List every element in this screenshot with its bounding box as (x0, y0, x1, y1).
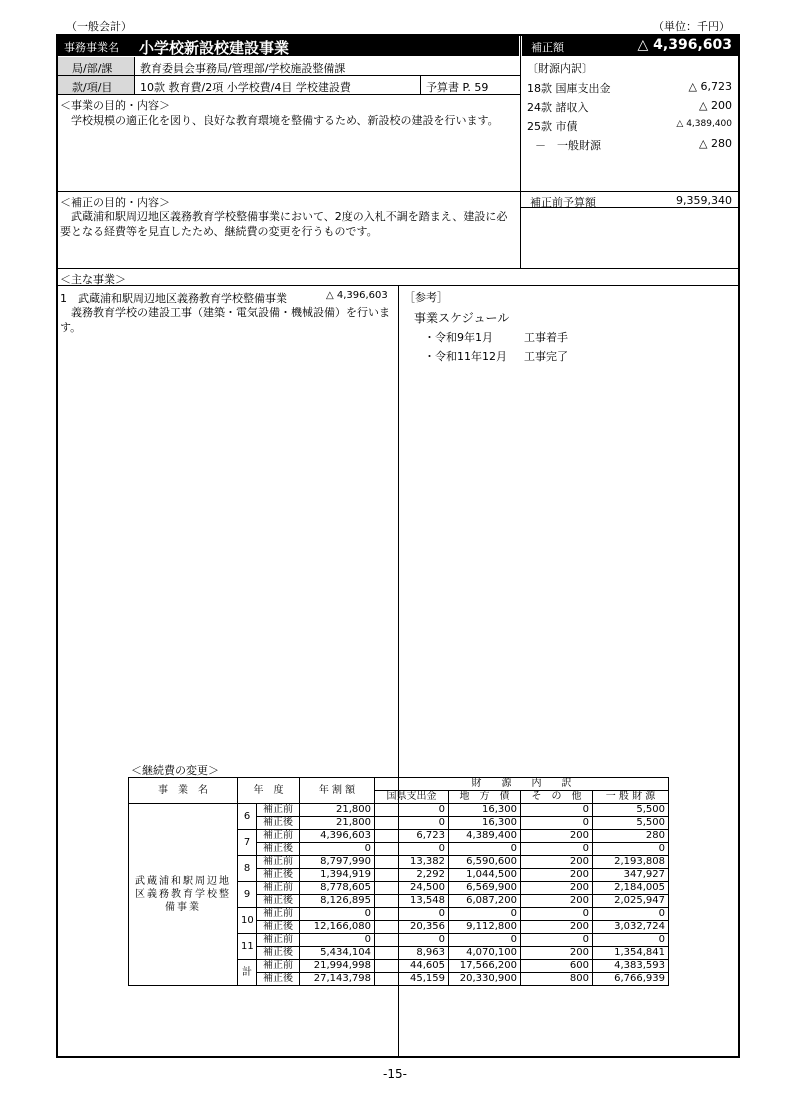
project-name: 小学校新設校建設事業 (139, 39, 290, 57)
other-cell: 200 (521, 895, 593, 908)
bond-cell: 1,044,500 (449, 869, 521, 882)
annual-cell: 21,800 (300, 817, 375, 830)
funding-item-name: 24款 諸収入 (527, 101, 589, 114)
amount-value: △ 4,396,603 (637, 37, 732, 53)
project-label: 事務事業名 (64, 41, 119, 54)
other-cell: 600 (521, 960, 593, 973)
annual-cell: 8,126,895 (300, 895, 375, 908)
other-cell: 800 (521, 973, 593, 986)
general-cell: 6,766,939 (593, 973, 669, 986)
divider (420, 76, 421, 94)
other-cell: 200 (521, 830, 593, 843)
other-cell: 0 (521, 934, 593, 947)
header-annual: 年 割 額 (300, 778, 375, 804)
year-cell: 8 (238, 856, 257, 882)
state-cell: 補正前 (257, 934, 300, 947)
state-cell: 補正後 (257, 895, 300, 908)
annual-cell: 0 (300, 843, 375, 856)
state-cell: 補正前 (257, 804, 300, 817)
bond-cell: 20,330,900 (449, 973, 521, 986)
header-year: 年 度 (238, 778, 300, 804)
continuing-title: ＜継続費の変更＞ (131, 764, 219, 777)
divider (57, 191, 740, 192)
year-cell: 計 (238, 960, 257, 986)
national-cell: 13,382 (375, 856, 449, 869)
prior-budget-value: 9,359,340 (676, 194, 732, 207)
national-cell: 0 (375, 817, 449, 830)
bond-cell: 16,300 (449, 804, 521, 817)
year-cell: 6 (238, 804, 257, 830)
other-cell: 0 (521, 843, 593, 856)
annual-cell: 0 (300, 934, 375, 947)
general-cell: 347,927 (593, 869, 669, 882)
bond-cell: 0 (449, 934, 521, 947)
continuing-expenditure-table (128, 777, 669, 986)
state-cell: 補正前 (257, 830, 300, 843)
national-cell: 8,963 (375, 947, 449, 960)
divider (520, 36, 521, 268)
reference-title: ［参考］ (404, 291, 448, 304)
state-cell: 補正後 (257, 817, 300, 830)
annual-cell: 0 (300, 908, 375, 921)
other-cell: 200 (521, 947, 593, 960)
schedule-date: ・令和11年12月 (424, 350, 507, 363)
account-type: （一般会計） (66, 20, 132, 33)
annual-cell: 8,778,605 (300, 882, 375, 895)
national-cell: 13,548 (375, 895, 449, 908)
annual-cell: 21,994,998 (300, 960, 375, 973)
annual-cell: 8,797,990 (300, 856, 375, 869)
schedule-date: ・令和9年1月 (424, 331, 493, 344)
funding-item-value: △ 280 (699, 137, 732, 150)
main-title: ＜主な事業＞ (60, 273, 126, 286)
schedule-event: 工事完了 (524, 350, 568, 363)
year-cell: 11 (238, 934, 257, 960)
national-cell: 0 (375, 908, 449, 921)
purpose-title: ＜事業の目的・内容＞ (60, 99, 170, 112)
annual-cell: 5,434,104 (300, 947, 375, 960)
state-cell: 補正前 (257, 882, 300, 895)
bond-cell: 6,087,200 (449, 895, 521, 908)
header-name: 事 業 名 (129, 778, 238, 804)
header-local-bond: 地 方 債 (449, 791, 521, 804)
year-cell: 7 (238, 830, 257, 856)
main-item-amount: △ 4,396,603 (326, 290, 388, 301)
general-cell: 0 (593, 908, 669, 921)
other-cell: 0 (521, 817, 593, 830)
annual-cell: 12,166,080 (300, 921, 375, 934)
state-cell: 補正前 (257, 856, 300, 869)
annual-cell: 1,394,919 (300, 869, 375, 882)
annual-cell: 27,143,798 (300, 973, 375, 986)
schedule-event: 工事着手 (524, 331, 568, 344)
table-row (129, 804, 669, 817)
other-cell: 200 (521, 882, 593, 895)
state-cell: 補正後 (257, 921, 300, 934)
header-breakdown: 財 源 内 訳 (375, 778, 669, 791)
other-cell: 0 (521, 908, 593, 921)
year-cell: 9 (238, 882, 257, 908)
funding-item-value: △ 6,723 (688, 80, 732, 93)
general-cell: 5,500 (593, 817, 669, 830)
revision-title: ＜補正の目的・内容＞ (60, 196, 170, 209)
header-other: そ の 他 (521, 791, 593, 804)
year-cell: 10 (238, 908, 257, 934)
header-general: 一 般 財 源 (593, 791, 669, 804)
general-cell: 4,383,593 (593, 960, 669, 973)
dept-value: 教育委員会事務局/管理部/学校施設整備課 (140, 62, 346, 75)
funding-item-name: 25款 市債 (527, 120, 578, 133)
dept-label: 局/部/課 (72, 62, 113, 75)
other-cell: 200 (521, 869, 593, 882)
bond-cell: 6,569,900 (449, 882, 521, 895)
general-cell: 0 (593, 934, 669, 947)
national-cell: 0 (375, 804, 449, 817)
national-cell: 0 (375, 843, 449, 856)
annual-cell: 21,800 (300, 804, 375, 817)
general-cell: 2,193,808 (593, 856, 669, 869)
funding-item-value: △ 200 (699, 99, 732, 112)
general-cell: 2,184,005 (593, 882, 669, 895)
funding-item-name: － 一般財源 (535, 139, 601, 152)
state-cell: 補正後 (257, 947, 300, 960)
national-cell: 2,292 (375, 869, 449, 882)
schedule-title: 事業スケジュール (414, 311, 510, 325)
budget-item-label: 款/項/目 (72, 81, 113, 94)
revision-text: 武蔵浦和駅周辺地区義務教育学校整備事業において、2度の入札不調を踏まえ、建設に必要となる経費等を見直したため、継続費の変更を行うものです。 (60, 210, 508, 238)
annual-cell: 4,396,603 (300, 830, 375, 843)
general-cell: 0 (593, 843, 669, 856)
prior-budget-label: 補正前予算額 (530, 196, 596, 209)
unit-label: （単位：千円） (653, 20, 730, 33)
general-cell: 1,354,841 (593, 947, 669, 960)
budget-page-ref: 予算書 P. 59 (426, 81, 489, 94)
general-cell: 3,032,724 (593, 921, 669, 934)
other-cell: 200 (521, 921, 593, 934)
bond-cell: 0 (449, 843, 521, 856)
general-cell: 5,500 (593, 804, 669, 817)
budget-item-value: 10款 教育費/2項 小学校費/4目 学校建設費 (140, 81, 351, 94)
general-cell: 280 (593, 830, 669, 843)
amount-label: 補正額 (531, 41, 564, 54)
bond-cell: 6,590,600 (449, 856, 521, 869)
national-cell: 45,159 (375, 973, 449, 986)
bond-cell: 0 (449, 908, 521, 921)
state-cell: 補正後 (257, 843, 300, 856)
purpose-text: 学校規模の適正化を図り、良好な教育環境を整備するため、新設校の建設を行います。 (60, 114, 499, 127)
national-cell: 6,723 (375, 830, 449, 843)
national-cell: 0 (375, 934, 449, 947)
national-cell: 44,605 (375, 960, 449, 973)
other-cell: 0 (521, 804, 593, 817)
project-name-cell: 武蔵浦和駅周辺地区義務教育学校整備事業 (129, 804, 238, 986)
bond-cell: 9,112,800 (449, 921, 521, 934)
state-cell: 補正後 (257, 869, 300, 882)
divider (57, 268, 740, 269)
bond-cell: 4,389,400 (449, 830, 521, 843)
state-cell: 補正前 (257, 960, 300, 973)
divider (134, 57, 135, 94)
bond-cell: 17,566,200 (449, 960, 521, 973)
bond-cell: 16,300 (449, 817, 521, 830)
page-number: -15- (383, 1067, 407, 1081)
main-item-title: 1 武蔵浦和駅周辺地区義務教育学校整備事業 (60, 292, 287, 305)
general-cell: 2,025,947 (593, 895, 669, 908)
funding-title: 〔財源内訳〕 (527, 62, 593, 75)
header-national: 国県支出金 (375, 791, 449, 804)
main-item-text: 義務教育学校の建設工事（建築・電気設備・機械設備）を行います。 (60, 306, 390, 334)
state-cell: 補正前 (257, 908, 300, 921)
national-cell: 20,356 (375, 921, 449, 934)
bond-cell: 4,070,100 (449, 947, 521, 960)
other-cell: 200 (521, 856, 593, 869)
funding-item-name: 18款 国庫支出金 (527, 82, 611, 95)
state-cell: 補正後 (257, 973, 300, 986)
funding-item-value: △ 4,389,400 (676, 119, 732, 129)
national-cell: 24,500 (375, 882, 449, 895)
